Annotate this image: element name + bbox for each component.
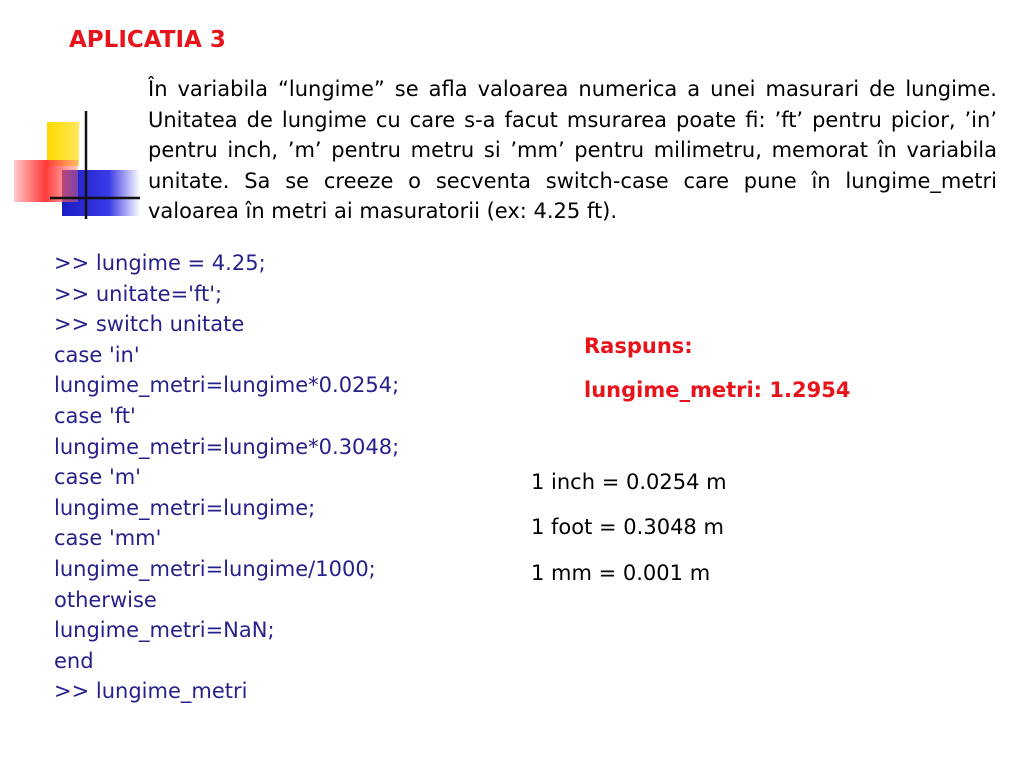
decorative-squares-graphic bbox=[0, 105, 140, 225]
code-line: >> switch unitate bbox=[54, 312, 245, 337]
code-line: >> unitate='ft'; bbox=[54, 281, 223, 306]
code-line: lungime_metri=lungime/1000; bbox=[54, 556, 376, 581]
code-line: case 'mm' bbox=[54, 526, 162, 551]
code-line: case 'in' bbox=[54, 342, 140, 367]
slide-title: APLICATIA 3 bbox=[69, 27, 226, 53]
answer-label: Raspuns: bbox=[584, 334, 693, 358]
code-line: end bbox=[54, 648, 94, 673]
code-line: case 'm' bbox=[54, 465, 141, 490]
code-line: lungime_metri=NaN; bbox=[54, 618, 275, 643]
problem-description: În variabila “lungime” se afla valoarea numerica a unei masurari de lungime. Unitatea de lungime cu care s-a facut msurarea poate fi: ’ft’ pentru picior, ’in’ pentru inch, ’m’ pentru metru si ’mm’ pentru milimetru, memorat în variabila unitate. Sa se creeze o secventa switch-case care pune în lungime_metri valoarea în metri ai masuratorii (ex: 4.25 ft). bbox=[148, 77, 997, 223]
conversion-mm: 1 mm = 0.001 m bbox=[531, 561, 711, 585]
conversion-foot: 1 foot = 0.3048 m bbox=[531, 515, 724, 539]
code-line: lungime_metri=lungime*0.0254; bbox=[54, 373, 400, 398]
code-line: case 'ft' bbox=[54, 403, 136, 428]
code-line: >> lungime_metri bbox=[54, 679, 248, 704]
code-line: lungime_metri=lungime; bbox=[54, 495, 316, 520]
code-line: otherwise bbox=[54, 587, 157, 612]
code-block bbox=[54, 248, 399, 707]
code-line: >> lungime = 4.25; bbox=[54, 251, 266, 275]
code-line: lungime_metri=lungime*0.3048; bbox=[54, 434, 400, 459]
answer-result: lungime_metri: 1.2954 bbox=[584, 378, 851, 402]
conversion-inch: 1 inch = 0.0254 m bbox=[531, 470, 727, 494]
